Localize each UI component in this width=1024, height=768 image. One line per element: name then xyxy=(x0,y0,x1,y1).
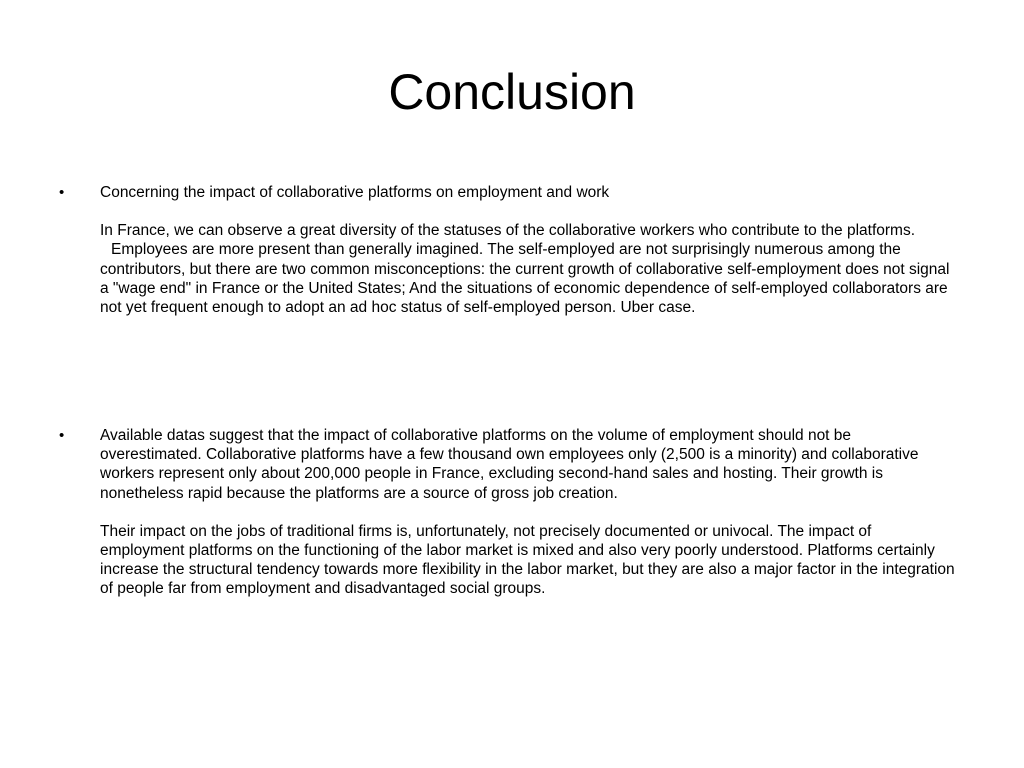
bullet-dot-icon: • xyxy=(59,184,65,201)
bullet-item-2 xyxy=(56,426,956,599)
bullet-paragraph: Available datas suggest that the impact of collaborative platforms on the volume of employment should not be overestimated. Collaborative platforms have a few thousand own employees only (2,500 is a minority) and collaborative workers represent only about 200,000 people in France, excluding second-hand sales and hosting. Their growth is nonetheless rapid because the platforms are a source of gross job creation. xyxy=(100,427,919,502)
bullet-text-block xyxy=(100,426,956,599)
bullet-paragraph: In France, we can observe a great diversity of the statuses of the collaborative workers who contribute to the platforms. xyxy=(100,222,916,240)
bullet-paragraph: Their impact on the jobs of traditional firms is, unfortunately, not precisely documented or univocal. The impact of employment platforms on the functioning of the labor market is mixed and also very poorly understood. Platforms certainly increase the structural tendency towards more flexibility in the labor market, but they are also a major factor in the integration of people far from employment and disadvantaged social groups. xyxy=(100,522,955,598)
bullet-heading: Concerning the impact of collaborative platforms on employment and work xyxy=(100,184,610,201)
bullet-text-block xyxy=(100,183,956,317)
bullet-paragraph: Employees are more present than generally imagined. The self-employed are not surprisingly numerous among the contributors, but there are two common misconceptions: the current growth of collaborative self-employment does not signal a "wage end" in France or the United States; And the situations of economic dependence of self-employed collaborators are not yet frequent enough to adopt an ad hoc status of self-employed person. Uber case. xyxy=(100,241,950,317)
bullet-item-1 xyxy=(56,183,956,317)
bullet-dot-icon: • xyxy=(59,427,65,444)
slide-title: Conclusion xyxy=(388,64,636,120)
